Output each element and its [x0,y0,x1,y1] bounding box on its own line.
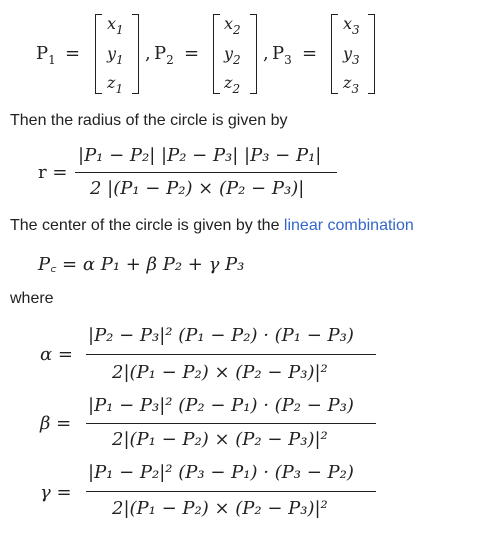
p2-x: $x_2$ [224,14,241,37]
p1-label: $P_1$ [36,43,56,67]
equals-sign: = [184,43,200,64]
beta-lhs: β = [40,413,72,434]
center-formula: P꜀ = α P₁ + β P₂ + γ P₃ [38,254,245,275]
alpha-numerator: |P₂ − P₃|² (P₁ − P₂) · (P₁ − P₃) [88,325,354,346]
alpha-denominator: 2|(P₁ − P₂) × (P₂ − P₃)|² [112,362,328,383]
p2-z: $z_2$ [224,73,241,96]
p1-z: $z_1$ [107,73,124,96]
p2-label: $P_2$ [154,43,174,67]
radius-intro-text: Then the radius of the circle is given by [10,112,288,129]
center-intro-text: The center of the circle is given by the linear combination [10,217,414,234]
radius-lhs: r = [38,162,68,183]
comma: , [145,43,151,64]
gamma-numerator: |P₁ − P₂|² (P₃ − P₁) · (P₃ − P₂) [88,462,354,483]
linear-combination-link[interactable]: linear combination [283,217,414,234]
fraction-bar [86,491,376,492]
fraction-bar [75,172,337,173]
beta-denominator: 2|(P₁ − P₂) × (P₂ − P₃)|² [112,429,328,450]
matrix-bracket-left [331,14,338,94]
fraction-bar [86,354,376,355]
p1-y: $y_1$ [107,44,124,67]
matrix-bracket-right [368,14,375,94]
equals-sign: = [302,43,318,64]
p3-z: $z_3$ [343,73,360,96]
p1-x: $x_1$ [107,14,124,37]
where-text: where [10,290,54,307]
p3-label: $P_3$ [272,43,292,67]
matrix-bracket-right [132,14,139,94]
equals-sign: = [65,43,81,64]
fraction-bar [86,423,376,424]
matrix-bracket-left [95,14,102,94]
matrix-bracket-right [250,14,257,94]
radius-numerator: |P₁ − P₂| |P₂ − P₃| |P₃ − P₁| [78,145,322,166]
matrix-bracket-left [213,14,220,94]
alpha-lhs: α = [40,344,73,365]
comma: , [263,43,269,64]
gamma-lhs: γ = [40,482,72,503]
p3-y: $y_3$ [343,44,360,67]
p2-y: $y_2$ [224,44,241,67]
beta-numerator: |P₁ − P₃|² (P₂ − P₁) · (P₂ − P₃) [88,395,354,416]
gamma-denominator: 2|(P₁ − P₂) × (P₂ − P₃)|² [112,498,328,519]
radius-denominator: 2 |(P₁ − P₂) × (P₂ − P₃)| [90,178,305,199]
p3-x: $x_3$ [343,14,360,37]
